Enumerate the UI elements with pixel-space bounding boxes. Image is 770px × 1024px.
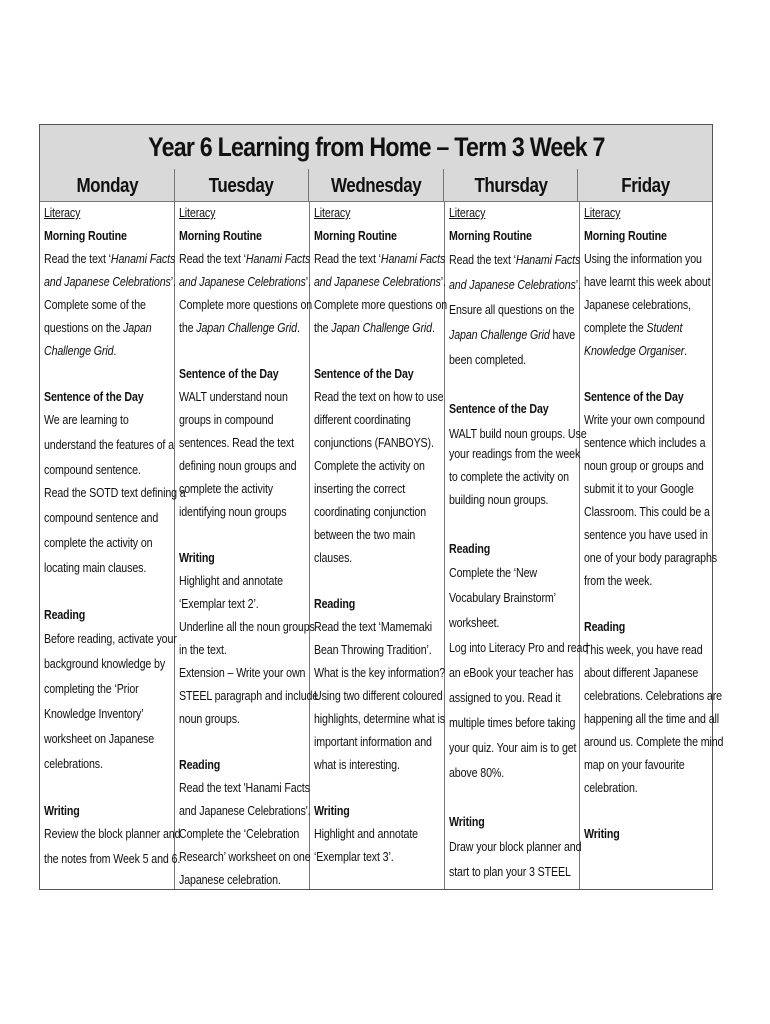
text-line <box>584 504 710 519</box>
line-text: compound sentence. <box>44 462 141 477</box>
text-line <box>314 711 445 726</box>
text-line <box>179 458 296 473</box>
text-line <box>314 458 425 473</box>
line-text: Read the text ‘ <box>314 251 381 266</box>
text-line <box>314 619 432 634</box>
line-text: Writing <box>449 814 485 829</box>
line-text: have learnt this week about <box>584 274 711 289</box>
line-text: ’. <box>440 274 446 289</box>
line-text: assigned to you. Read it <box>449 690 561 705</box>
text-line <box>314 297 447 312</box>
line-text: worksheet. <box>449 615 500 630</box>
line-text: multiple times before taking <box>449 715 576 730</box>
line-text: Complete the ‘New <box>449 565 537 580</box>
text-line <box>449 302 574 317</box>
text-line <box>449 252 580 267</box>
subject-heading <box>449 205 485 220</box>
text-line <box>44 706 143 721</box>
line-text: Using two different coloured <box>314 688 443 703</box>
text-line <box>44 510 158 525</box>
italic-title: Japan <box>123 320 152 335</box>
day-header-tuesday <box>175 169 310 201</box>
text-line <box>449 715 575 730</box>
line-text: one of your body paragraphs <box>584 550 717 565</box>
line-text: Morning Routine <box>584 228 667 243</box>
weekly-planner-table <box>39 124 724 890</box>
day-header-row <box>40 169 712 202</box>
section-heading <box>314 366 414 381</box>
text-line <box>314 412 411 427</box>
text-line <box>179 412 273 427</box>
subject-heading <box>44 205 80 220</box>
text-line <box>179 780 310 795</box>
section-heading <box>314 803 350 818</box>
italic-title: Japan Challenge Grid <box>196 320 297 335</box>
line-text: sentence you have used in <box>584 527 708 542</box>
line-text: Read the text ‘ <box>44 251 111 266</box>
line-text: the <box>314 320 332 335</box>
line-text: compound sentence and <box>44 510 159 525</box>
text-line <box>179 251 310 266</box>
text-line <box>44 297 146 312</box>
text-line <box>44 535 152 550</box>
text-line <box>314 826 418 841</box>
line-text: Sentence of the Day <box>44 389 144 404</box>
line-text: identifying noun groups <box>179 504 287 519</box>
line-text: between the two main <box>314 527 416 542</box>
text-line <box>179 573 283 588</box>
line-text: conjunctions (FANBOYS). <box>314 435 434 450</box>
line-text: worksheet on Japanese <box>44 731 155 746</box>
text-line <box>449 665 573 680</box>
line-text: Literacy <box>179 205 216 220</box>
day-header-thursday <box>444 169 579 201</box>
text-line <box>584 251 702 266</box>
section-heading <box>584 826 620 841</box>
line-text: Classroom. This could be a <box>584 504 710 519</box>
line-text: Complete the ‘Celebration <box>179 826 300 841</box>
line-text: noun group or groups and <box>584 458 704 473</box>
text-line <box>44 412 129 427</box>
text-line <box>584 297 691 312</box>
title-row <box>40 125 712 170</box>
section-heading <box>179 550 215 565</box>
section-heading <box>44 803 80 818</box>
text-line <box>314 320 435 335</box>
text-line <box>449 426 587 441</box>
line-text: Reading <box>44 607 86 622</box>
text-line <box>44 343 116 358</box>
text-line <box>449 640 588 655</box>
line-text: map on your favourite <box>584 757 685 772</box>
line-text: Complete more questions on <box>179 297 313 312</box>
line-text: STEEL paragraph and include <box>179 688 319 703</box>
line-text: complete the activity <box>179 481 273 496</box>
day-header-label: Friday <box>620 175 670 197</box>
italic-title: and Japanese Celebrations <box>44 274 171 289</box>
text-line <box>314 642 432 657</box>
day-header-label: Wednesday <box>330 175 422 197</box>
line-text: complete the <box>584 320 647 335</box>
line-text: background knowledge by <box>44 656 166 671</box>
text-line <box>584 320 682 335</box>
line-text: your readings from the week <box>449 446 581 461</box>
line-text: in the text. <box>179 642 227 657</box>
text-line <box>44 631 177 646</box>
text-line <box>584 481 694 496</box>
text-line <box>179 297 312 312</box>
line-text: ‘Exemplar text 2’. <box>179 596 259 611</box>
text-line <box>314 688 443 703</box>
line-text: submit it to your Google <box>584 481 694 496</box>
section-heading <box>44 607 85 622</box>
line-text: Vocabulary Brainstorm’ <box>449 590 556 605</box>
text-line <box>314 665 445 680</box>
line-text: complete the activity on <box>44 535 153 550</box>
line-text: Writing <box>179 550 215 565</box>
section-heading <box>449 814 485 829</box>
line-text: Reading <box>449 541 491 556</box>
line-text: to complete the activity on <box>449 469 569 484</box>
text-line <box>584 688 722 703</box>
line-text: Underline all the noun groups <box>179 619 315 634</box>
line-text: Highlight and annotate <box>314 826 418 841</box>
subject-heading <box>314 205 350 220</box>
text-line <box>584 274 710 289</box>
italic-title: Student <box>646 320 683 335</box>
text-line <box>179 803 310 818</box>
text-line <box>449 839 581 854</box>
italic-title: Hanami Facts <box>110 251 176 266</box>
line-text: Literacy <box>314 205 351 220</box>
line-text: Knowledge Inventory’ <box>44 706 144 721</box>
line-text: Read the text ‘ <box>449 252 516 267</box>
text-line <box>449 565 537 580</box>
italic-title: Japan Challenge Grid <box>449 327 550 342</box>
line-text: sentences. Read the text <box>179 435 294 450</box>
line-text: Sentence of the Day <box>314 366 414 381</box>
text-line <box>44 274 176 289</box>
line-text: Japanese celebrations, <box>584 297 691 312</box>
text-line <box>314 504 426 519</box>
subject-heading <box>179 205 215 220</box>
line-text: the <box>179 320 197 335</box>
line-text: been completed. <box>449 352 526 367</box>
text-line <box>449 690 560 705</box>
line-text: Write your own compound <box>584 412 705 427</box>
line-text: sentence which includes a <box>584 435 706 450</box>
text-line <box>44 756 103 771</box>
line-text: Morning Routine <box>314 228 397 243</box>
line-text: locating main clauses. <box>44 560 147 575</box>
text-line <box>314 527 415 542</box>
line-text: Reading <box>314 596 356 611</box>
line-text: Log into Literacy Pro and read <box>449 640 589 655</box>
text-line <box>449 352 526 367</box>
text-line <box>179 596 259 611</box>
text-line <box>179 274 311 289</box>
text-line <box>314 274 446 289</box>
text-line <box>314 481 405 496</box>
line-text: what is interesting. <box>314 757 400 772</box>
text-line <box>584 734 723 749</box>
text-line <box>449 492 548 507</box>
line-text: noun groups. <box>179 711 240 726</box>
line-text: Sentence of the Day <box>179 366 279 381</box>
line-text: understand the features of a <box>44 437 174 452</box>
section-heading <box>584 228 667 243</box>
day-column-monday <box>40 201 186 889</box>
line-text: Literacy <box>44 205 81 220</box>
text-line <box>449 469 569 484</box>
text-line <box>449 740 576 755</box>
text-line <box>314 251 445 266</box>
text-line <box>449 590 556 605</box>
text-line <box>44 826 180 841</box>
line-text: and Japanese Celebrations'. <box>179 803 311 818</box>
line-text: Reading <box>179 757 221 772</box>
section-heading <box>584 619 625 634</box>
line-text: Sentence of the Day <box>449 401 549 416</box>
day-header-wednesday <box>309 169 444 201</box>
line-text: defining noun groups and <box>179 458 297 473</box>
section-heading <box>314 228 397 243</box>
text-line <box>584 780 638 795</box>
line-text: Morning Routine <box>179 228 262 243</box>
text-line <box>449 277 581 292</box>
day-header-friday <box>578 169 712 201</box>
text-line <box>449 864 571 879</box>
line-text: groups in compound <box>179 412 274 427</box>
section-heading <box>449 228 532 243</box>
line-text: Literacy <box>449 205 486 220</box>
text-line <box>179 665 305 680</box>
italic-title: Challenge Grid <box>44 343 114 358</box>
line-text: What is the key information? <box>314 665 446 680</box>
italic-title: Hanami Facts <box>515 252 581 267</box>
line-text: Read the text on how to use <box>314 389 444 404</box>
line-text: WALT understand noun <box>179 389 288 404</box>
italic-title: Knowledge Organiser <box>584 343 685 358</box>
text-line <box>179 872 281 887</box>
line-text: . <box>431 320 435 335</box>
line-text: inserting the correct <box>314 481 406 496</box>
line-text: coordinating conjunction <box>314 504 427 519</box>
line-text: Morning Routine <box>449 228 532 243</box>
text-line <box>584 642 703 657</box>
text-line <box>314 389 443 404</box>
line-text: celebration. <box>584 780 638 795</box>
text-line <box>179 642 227 657</box>
line-text: Sentence of the Day <box>584 389 684 404</box>
text-line <box>44 656 165 671</box>
line-text: highlights, determine what is <box>314 711 445 726</box>
text-line <box>584 527 708 542</box>
text-line <box>179 389 288 404</box>
text-line <box>314 849 394 864</box>
line-text: . <box>296 320 300 335</box>
line-text: This week, you have read <box>584 642 703 657</box>
day-header-monday <box>40 169 175 201</box>
text-line <box>314 757 400 772</box>
line-text: start to plan your 3 STEEL <box>449 864 571 879</box>
section-heading <box>179 757 220 772</box>
text-line <box>44 731 154 746</box>
line-text: an eBook your teacher has <box>449 665 574 680</box>
line-text: Writing <box>44 803 80 818</box>
subject-heading <box>584 205 620 220</box>
line-text: around us. Complete the mind <box>584 734 724 749</box>
line-text: Highlight and annotate <box>179 573 283 588</box>
text-line <box>179 619 315 634</box>
line-text: Read the SOTD text defining a <box>44 485 186 500</box>
line-text: have <box>549 327 576 342</box>
line-text: Complete some of the <box>44 297 146 312</box>
section-heading <box>44 389 144 404</box>
text-line <box>314 734 432 749</box>
text-line <box>584 665 698 680</box>
text-line <box>449 446 580 461</box>
line-text: clauses. <box>314 550 353 565</box>
line-text: Read the text ‘Mamemaki <box>314 619 433 634</box>
text-line <box>584 435 705 450</box>
line-text: Reading <box>584 619 626 634</box>
text-line <box>179 504 286 519</box>
line-text: Bean Throwing Tradition’. <box>314 642 432 657</box>
line-text: Writing <box>314 803 350 818</box>
line-text: Literacy <box>584 205 621 220</box>
italic-title: and Japanese Celebrations <box>449 277 576 292</box>
line-text: happening all the time and all <box>584 711 719 726</box>
italic-title: and Japanese Celebrations <box>314 274 441 289</box>
line-text: about different Japanese <box>584 665 699 680</box>
line-text: Ensure all questions on the <box>449 302 575 317</box>
day-header-label: Thursday <box>474 175 548 197</box>
text-line <box>44 485 186 500</box>
text-line <box>584 458 704 473</box>
italic-title: Hanami Facts <box>380 251 446 266</box>
text-line <box>179 435 294 450</box>
line-text: above 80%. <box>449 765 505 780</box>
line-text: WALT build noun groups. Use <box>449 426 587 441</box>
text-line <box>44 560 146 575</box>
section-heading <box>179 366 279 381</box>
text-line <box>179 320 300 335</box>
day-column-thursday <box>445 201 589 889</box>
section-heading <box>44 228 127 243</box>
section-heading <box>314 596 355 611</box>
text-line <box>44 681 139 696</box>
text-line <box>44 320 152 335</box>
day-header-label: Monday <box>75 175 138 197</box>
italic-title: and Japanese Celebrations <box>179 274 306 289</box>
text-line <box>179 826 299 841</box>
text-line <box>584 573 652 588</box>
section-heading <box>179 228 262 243</box>
line-text: We are learning to <box>44 412 129 427</box>
text-line <box>179 481 273 496</box>
line-text: Morning Routine <box>44 228 127 243</box>
line-text: Using the information you <box>584 251 702 266</box>
line-text: your quiz. Your aim is to get <box>449 740 577 755</box>
line-text: Complete the activity on <box>314 458 425 473</box>
line-text: the notes from Week 5 and 6. <box>44 851 181 866</box>
italic-title: Japan Challenge Grid <box>331 320 432 335</box>
text-line <box>449 327 575 342</box>
line-text: . <box>113 343 117 358</box>
line-text: building noun groups. <box>449 492 549 507</box>
day-header-label: Tuesday <box>209 175 274 197</box>
text-line <box>44 251 175 266</box>
day-column-friday <box>580 201 724 889</box>
line-text: Writing <box>584 826 620 841</box>
text-line <box>179 688 318 703</box>
line-text: Extension – Write your own <box>179 665 306 680</box>
text-line <box>584 343 687 358</box>
line-text: . <box>684 343 688 358</box>
line-text: celebrations. <box>44 756 103 771</box>
section-heading <box>449 541 490 556</box>
text-line <box>314 435 434 450</box>
line-text: important information and <box>314 734 432 749</box>
text-line <box>584 412 705 427</box>
line-text: from the week. <box>584 573 653 588</box>
text-line <box>449 615 499 630</box>
line-text: ’. <box>305 274 311 289</box>
section-heading <box>449 401 549 416</box>
text-line <box>179 849 311 864</box>
line-text: Draw your block planner and <box>449 839 582 854</box>
line-text: completing the ‘Prior <box>44 681 139 696</box>
text-line <box>44 462 141 477</box>
text-line <box>44 437 174 452</box>
line-text: different coordinating <box>314 412 411 427</box>
line-text: Read the text ‘ <box>179 251 246 266</box>
line-text: Japanese celebration. <box>179 872 281 887</box>
line-text: Before reading, activate your <box>44 631 177 646</box>
page-title: Year 6 Learning from Home – Term 3 Week 7 <box>147 131 605 162</box>
text-line <box>449 765 504 780</box>
line-text: Research’ worksheet on one <box>179 849 311 864</box>
line-text: ’. <box>170 274 176 289</box>
text-line <box>314 550 352 565</box>
italic-title: Hanami Facts <box>245 251 311 266</box>
day-column-tuesday <box>175 201 319 889</box>
line-text: celebrations. Celebrations are <box>584 688 722 703</box>
line-text: Complete more questions on <box>314 297 448 312</box>
line-text: questions on the <box>44 320 124 335</box>
text-line <box>44 851 180 866</box>
section-heading <box>584 389 684 404</box>
line-text: ‘Exemplar text 3’. <box>314 849 394 864</box>
text-line <box>584 757 685 772</box>
text-line <box>584 711 719 726</box>
text-line <box>584 550 717 565</box>
day-content-row <box>40 201 724 889</box>
line-text: Review the block planner and <box>44 826 181 841</box>
text-line <box>179 711 240 726</box>
day-column-wednesday <box>310 201 448 889</box>
line-text: Read the text 'Hanami Facts <box>179 780 310 795</box>
line-text: ’. <box>575 277 581 292</box>
